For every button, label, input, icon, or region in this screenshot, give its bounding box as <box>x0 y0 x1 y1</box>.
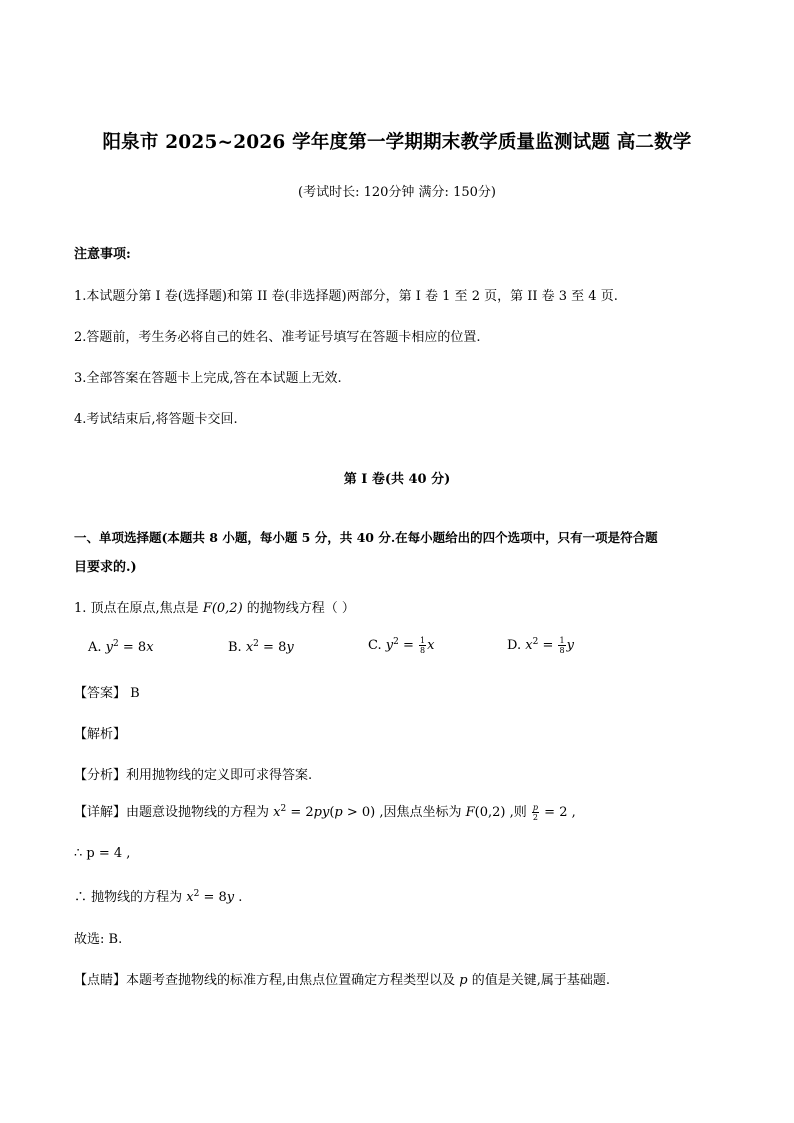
question-1-stem-prefix: 1. 顶点在原点,焦点是 <box>74 601 203 616</box>
question-1-stem-suffix: 的抛物线方程（ ） <box>242 601 355 616</box>
option-a: A. $y^2 = 8x$ <box>88 639 154 655</box>
option-d-label: D. <box>507 638 522 653</box>
exam-duration-subtitle: (考试时长: 120分钟 满分: 150分) <box>298 185 496 200</box>
notice-item-1: 1.本试题分第 I 卷(选择题)和第 II 卷(非选择题)两部分，第 I 卷 1 至 2 页，第 II 卷 3 至 4 页. <box>74 289 618 304</box>
detail-mid: ,因焦点坐标为 <box>375 805 466 820</box>
question-1-stem <box>74 597 355 616</box>
comment-var: p <box>459 973 468 988</box>
option-c-label: C. <box>368 638 382 653</box>
answer-line: 【答案】 B <box>74 686 140 701</box>
parabola-equation-line: ∴ 抛物线的方程为 $x^2 = 8y$ . <box>74 889 243 905</box>
comment-prefix: 【点睛】本题考查抛物线的标准方程,由焦点位置确定方程类型以及 <box>74 973 460 988</box>
fraction-one-eighth: $\frac{1}{8}$ <box>559 636 565 655</box>
option-c: C. $y^2$ = $\frac{1}{8}$ x <box>368 636 435 655</box>
option-b: B. $x^2 = 8y$ <box>228 639 294 655</box>
analysis-text: 【分析】利用抛物线的定义即可求得答案. <box>74 768 313 783</box>
notice-item-3: 3.全部答案在答题卡上完成,答在本试题上无效. <box>74 371 342 386</box>
fraction-p-over-2: $\frac{p}{2}$ <box>532 803 539 822</box>
option-a-label: A. <box>88 640 102 655</box>
analysis-heading: 【解析】 <box>74 727 127 742</box>
comment-line <box>74 969 610 988</box>
conclusion-line: 故选: B. <box>74 932 123 947</box>
section-instructions-line1: 一、单项选择题(本题共 8 小题，每小题 5 分，共 40 分.在每小题给出的四个选项中，只有一项是符合题 <box>74 530 658 545</box>
detail-line: 【详解】由题意设抛物线的方程为 $x^2 = 2py(p > 0)$ ,因焦点坐标为 F(0,2) ,则 $\frac{p}{2}$ = 2 , <box>74 803 576 822</box>
section-instructions-line2: 目要求的.) <box>74 560 137 575</box>
section-title: 第 I 卷(共 40 分) <box>343 472 451 487</box>
notice-item-2: 2.答题前，考生务必将自己的姓名、准考证号填写在答题卡相应的位置. <box>74 330 481 345</box>
detail-mid2: ,则 <box>505 805 531 820</box>
step3-prefix: ∴ 抛物线的方程为 <box>74 890 187 905</box>
step-p-equals-4: ∴ p = 4 , <box>74 846 131 861</box>
option-d: D. $x^2$ = $\frac{1}{8}$ y <box>507 636 574 655</box>
option-b-label: B. <box>228 640 242 655</box>
notice-item-4: 4.考试结束后,将答题卡交回. <box>74 412 238 427</box>
page-title: 阳泉市 2025~2026 学年度第一学期期末教学质量监测试题 高二数学 <box>102 132 692 153</box>
focus-point-math: F(0,2) <box>202 601 243 616</box>
notice-heading: 注意事项: <box>74 247 131 262</box>
detail-prefix: 【详解】由题意设抛物线的方程为 <box>74 805 274 820</box>
comment-suffix: 的值是关键,属于基础题. <box>467 973 610 988</box>
fraction-one-eighth: $\frac{1}{8}$ <box>420 636 426 655</box>
